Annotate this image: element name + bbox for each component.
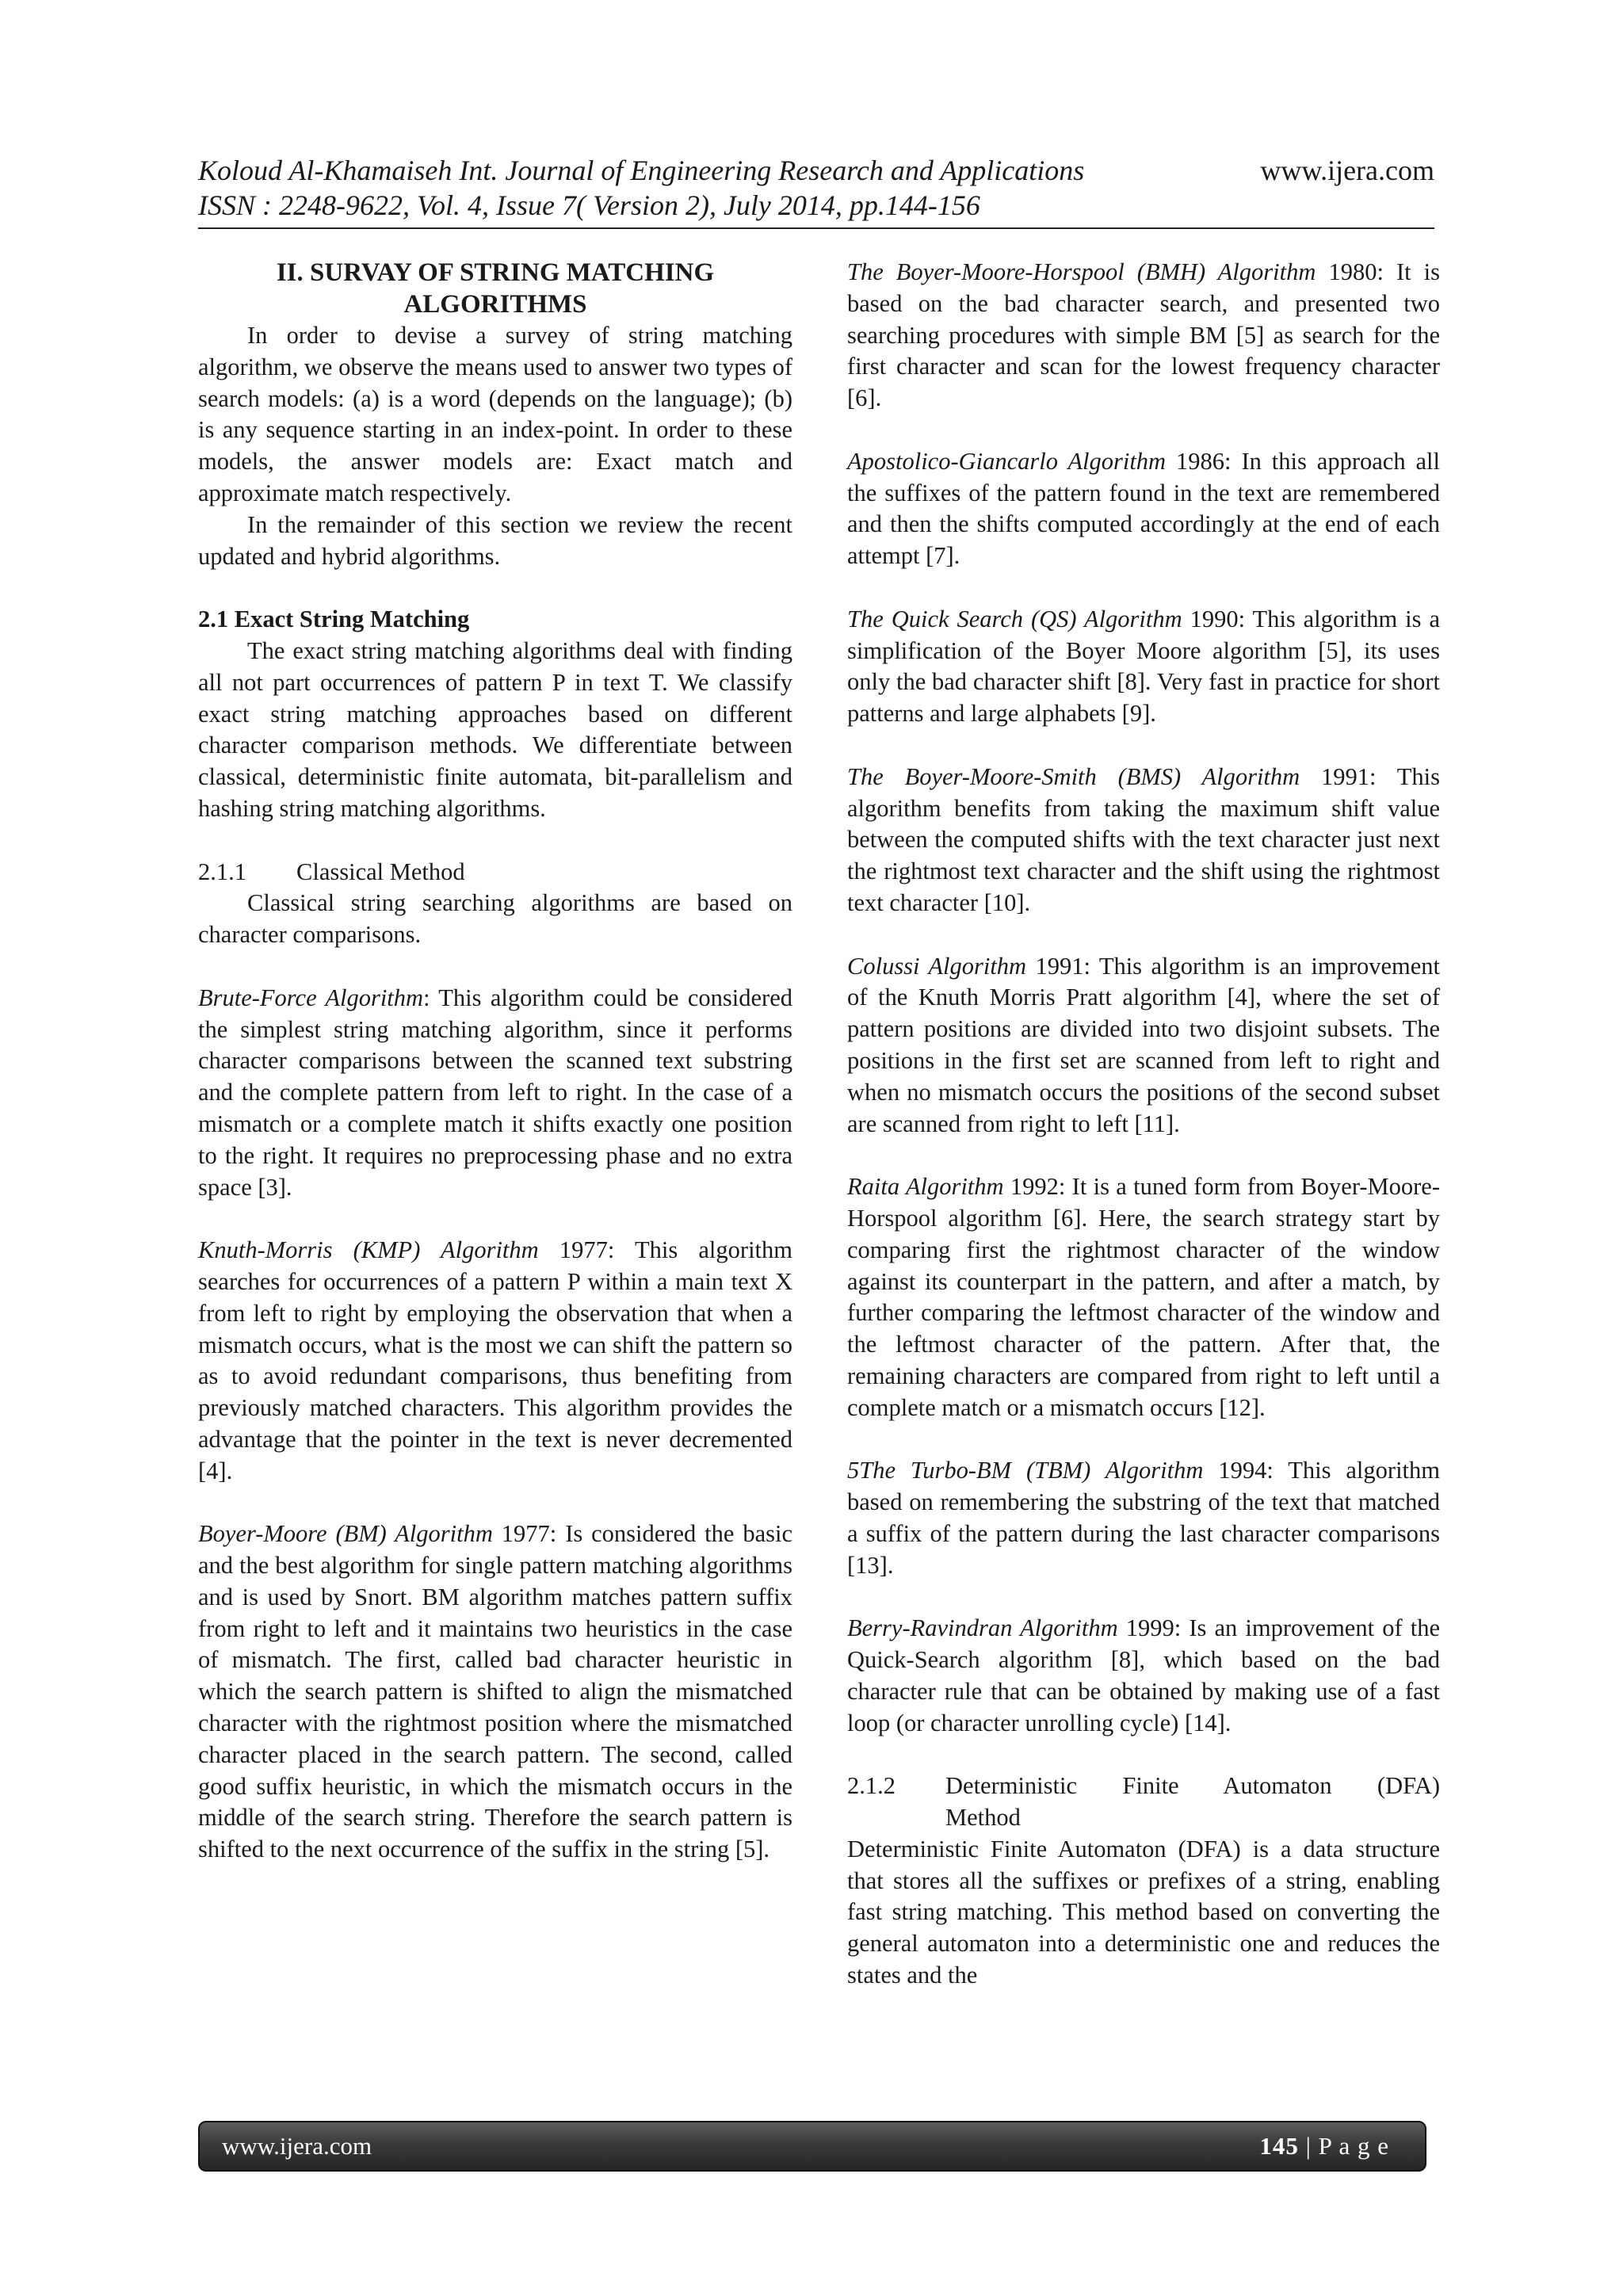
page-number: 145 [1259, 2132, 1299, 2160]
colussi-paragraph [847, 951, 1440, 1140]
bm-paragraph [198, 1519, 792, 1866]
ag-name: Apostolico-Giancarlo Algorithm [847, 447, 1167, 475]
page-footer [198, 2121, 1426, 2172]
footer-page [1259, 2122, 1389, 2170]
bmh-text: 1980: It is based on the bad character search, and presented two searching procedures with simple BM [5] as search for the first character and scan for the lowest frequency character [6]. [847, 258, 1440, 412]
tbm-paragraph [847, 1455, 1440, 1581]
ag-paragraph [847, 446, 1440, 572]
dfa-number: 2.1.2 [847, 1772, 896, 1800]
bmh-name: The Boyer-Moore-Horspool (BMH) Algorithm [847, 258, 1316, 285]
subsection-heading-exact: 2.1 Exact String Matching [198, 606, 470, 633]
exact-matching-paragraph: The exact string matching algorithms deal with finding all not part occurrences of pattern P in text T. We classify exact string matching approaches based on different character comparison methods. We differentiate between classical, deterministic finite automata, bit-parallelism and hashing string matching algorithms. [198, 636, 792, 822]
ag-text: 1986: In this approach all the suffixes of the pattern found in the text are remembered and then the shifts computed accordingly at the end of each attempt [7]. [847, 447, 1440, 570]
tbm-name: 5The Turbo-BM (TBM) Algorithm [847, 1457, 1204, 1484]
brute-force-text: : This algorithm could be considered the simplest string matching algorithm, since it performs character comparisons between the scanned text substring and the complete pattern from left to right. In the case of a mismatch or a complete match it shifts exactly one position to the right. It requires no preprocessing phase and no extra space [3]. [198, 984, 792, 1201]
brute-force-paragraph [198, 983, 792, 1204]
kmp-name: Knuth-Morris (KMP) Algorithm [198, 1236, 539, 1264]
header-row-2 [198, 188, 1434, 223]
bms-paragraph [847, 762, 1440, 919]
br-name: Berry-Ravindran Algorithm [847, 1614, 1118, 1642]
header-website: www.ijera.com [1260, 155, 1434, 186]
section-title-line-2: ALGORITHMS [403, 290, 587, 319]
classical-paragraph: Classical string searching algorithms are based on character comparisons. [198, 889, 792, 949]
br-paragraph [847, 1613, 1440, 1739]
br-text: 1999: Is an improvement of the Quick-Search algorithm [8], which based on the bad character rule that can be obtained by making use of a fast loop (or character unrolling cycle) [14]. [847, 1614, 1440, 1736]
header-row-1 [198, 153, 1434, 188]
header-divider [198, 227, 1434, 229]
colussi-text: 1991: This algorithm is an improvement of the Knuth Morris Pratt algorithm [4], where the set of pattern positions are divided into two disjoint subsets. The positions in the first set are scanned from left to right and when no mismatch occurs the positions of the second subset are scanned from right to left [11]. [847, 952, 1440, 1137]
qs-name: The Quick Search (QS) Algorithm [847, 605, 1182, 632]
colussi-name: Colussi Algorithm [847, 952, 1027, 980]
issn-line: ISSN : 2248-9622, Vol. 4, Issue 7( Version 2), July 2014, pp.144-156 [198, 189, 980, 221]
dfa-paragraph: Deterministic Finite Automaton (DFA) is a data structure that stores all the suffixes or prefixes of a string, enabling fast string matching. This method based on converting the general automaton into a deterministic one and reduces the states and the [847, 1835, 1440, 1989]
raita-text: 1992: It is a tuned form from Boyer-Moore-Horspool algorithm [6]. Here, the search strategy start by comparing first the rightmost character of the window against its counterpart in the pattern, and after a match, by further comparing the leftmost character of the window and the leftmost character of the pattern. After that, the remaining characters are compared from right to left until a complete match or a mismatch occurs [12]. [847, 1173, 1440, 1421]
dfa-heading-line-2: Method [945, 1804, 1021, 1832]
section-intro-paragraph: In order to devise a survey of string matching algorithm, we observe the means used to answer two types of search models: (a) is a word (depends on the language); (b) is any sequence starting in an index-point. In order to these models, the answer models are: Exact match and approximate match respectively. [198, 322, 792, 506]
subsubsection-heading-classical [198, 857, 792, 888]
qs-paragraph [847, 604, 1440, 730]
right-column [847, 257, 1440, 1992]
bm-name: Boyer-Moore (BM) Algorithm [198, 1520, 493, 1548]
kmp-paragraph [198, 1235, 792, 1487]
page-header [198, 153, 1434, 223]
section-title [198, 257, 792, 320]
section-title-line-1: II. SURVAY OF STRING MATCHING [276, 258, 715, 287]
bmh-paragraph [847, 257, 1440, 415]
raita-paragraph [847, 1171, 1440, 1423]
footer-website: www.ijera.com [222, 2132, 372, 2160]
bms-name: The Boyer-Moore-Smith (BMS) Algorithm [847, 762, 1300, 790]
qs-text: 1990: This algorithm is a simplification of the Boyer Moore algorithm [5], its uses only the bad character shift [8]. Very fast in practice for short patterns and large alphabets [9]. [847, 605, 1440, 728]
classical-heading: Classical Method [296, 858, 465, 885]
tbm-text: 1994: This algorithm based on remembering the substring of the text that matched a suffix of the pattern during the last character comparisons [13]. [847, 1457, 1440, 1579]
kmp-text: 1977: This algorithm searches for occurrences of a pattern P within a main text X from left to right by employing the observation that when a mismatch occurs, what is the most we can shift the pattern so as to avoid redundant comparisons, thus benefiting from previously matched characters. This algorithm provides the advantage that the pointer in the text is never decremented [4]. [198, 1236, 792, 1484]
left-column [198, 257, 792, 1866]
section-intro-paragraph-2: In the remainder of this section we review the recent updated and hybrid algorithms. [198, 510, 792, 570]
dfa-heading-line-1 [847, 1771, 1440, 1802]
bm-text: 1977: Is considered the basic and the best algorithm for single pattern matching algorithms and is used by Snort. BM algorithm matches pattern suffix from right to left and it maintains two heuristics in the case of mismatch. The first, called bad character heuristic in which the search pattern is shifted to align the mismatched character with the rightmost position where the mismatched character placed in the search pattern. The second, called good suffix heuristic, in which the mismatch occurs in the middle of the search string. Therefore the search pattern is shifted to the next occurrence of the suffix in the string [5]. [198, 1520, 792, 1863]
bms-text: 1991: This algorithm benefits from taking the maximum shift value between the computed shifts with the text character just next the rightmost text character and the shift using the rightmost text character [10]. [847, 762, 1440, 916]
brute-force-name: Brute-Force Algorithm [198, 984, 424, 1011]
subsubsection-heading-dfa [847, 1771, 1440, 1834]
dfa-heading: Deterministic Finite Automaton (DFA) [945, 1772, 1440, 1800]
classical-number: 2.1.1 [198, 858, 246, 885]
raita-name: Raita Algorithm [847, 1173, 1004, 1201]
journal-title: Koloud Al-Khamaiseh Int. Journal of Engineering Research and Applications [198, 155, 1085, 186]
page-label: | P a g e [1298, 2132, 1389, 2160]
